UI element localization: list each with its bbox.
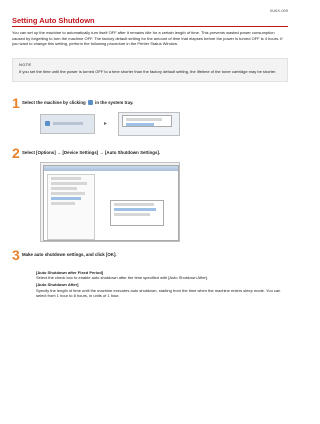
option-heading: [Auto Shutdown after Fixed Period]: [36, 270, 104, 275]
step-text: Select [Options] → [Device Settings] → [Auto Shutdown Settings].: [22, 150, 161, 155]
options-menu-item[interactable]: [51, 182, 87, 185]
device-settings-submenu: [110, 200, 164, 226]
option-heading: [Auto Shutdown After]: [36, 282, 79, 288]
option-body: Specify the length of time until the machine executes auto shutdown, starting from the time when the machine enters sleep mode. You can select from 1 hour to 8 hours, in units of 1 hour.: [36, 287, 281, 298]
auto-shutdown-settings-item[interactable]: [114, 208, 156, 211]
tray-area: [53, 122, 83, 125]
options-menu-item[interactable]: [51, 192, 85, 195]
options-menu-item[interactable]: [51, 177, 81, 180]
option-fixed-period: [36, 270, 288, 280]
system-tray-screenshot: [40, 114, 95, 134]
printer-tray-icon: [88, 100, 93, 105]
options-menu-item[interactable]: [51, 202, 75, 205]
submenu-item[interactable]: [114, 213, 150, 216]
option-body: Select the check box to enable auto shutdown after the time specified with [Auto Shutdown After].: [36, 275, 209, 281]
auto-shutdown-options: [36, 270, 288, 300]
options-menu-item[interactable]: [51, 187, 77, 190]
options-menu: [47, 174, 95, 240]
tray-popup-screenshot: [118, 112, 180, 136]
step-1: [12, 96, 288, 110]
step-2: [12, 146, 288, 160]
note-box: [12, 58, 288, 82]
step-text-before: Select the machine by clicking: [22, 100, 86, 105]
popup-menu: [122, 115, 172, 127]
title-rule: [12, 26, 288, 27]
option-shutdown-after: [36, 282, 288, 298]
printer-status-window-screenshot: [40, 162, 180, 242]
step-text-after: in the system tray.: [95, 100, 134, 105]
printer-tray-icon[interactable]: [45, 121, 50, 126]
step-number: 2: [12, 145, 20, 161]
step-text: [22, 100, 133, 105]
step-number: 3: [12, 247, 20, 263]
step-number: 1: [12, 95, 20, 111]
page-title: Setting Auto Shutdown: [12, 16, 95, 25]
step-3: [12, 248, 288, 262]
window-titlebar: [44, 166, 178, 171]
step-text: Make auto shutdown settings, and click [OK].: [22, 252, 117, 257]
note-heading: NOTE: [19, 62, 32, 67]
popup-menu-item[interactable]: [126, 118, 162, 121]
popup-menu-item-selected[interactable]: [126, 123, 154, 126]
intro-paragraph: You can set up the machine to automatically turn itself OFF after it remains idle for a certain length of time. This prevents wasted power consumption caused by forgetting to turn the machine OFF. The factory default setting for the amount of time that elapses before the power is turned OFF is 4 hours. If you want to change this setting, perform the following procedure in the Printer Status Window.: [12, 30, 283, 46]
page-id: 0U6X-009: [269, 8, 288, 13]
printer-status-window: [43, 165, 179, 241]
note-body: If you set the time until the power is turned OFF to a time shorter than the factory default setting, the lifetime of the toner cartridge may be shorter.: [19, 69, 277, 74]
right-arrow-icon: ▸: [104, 121, 108, 127]
device-settings-item[interactable]: [51, 197, 81, 200]
submenu-item[interactable]: [114, 203, 154, 206]
